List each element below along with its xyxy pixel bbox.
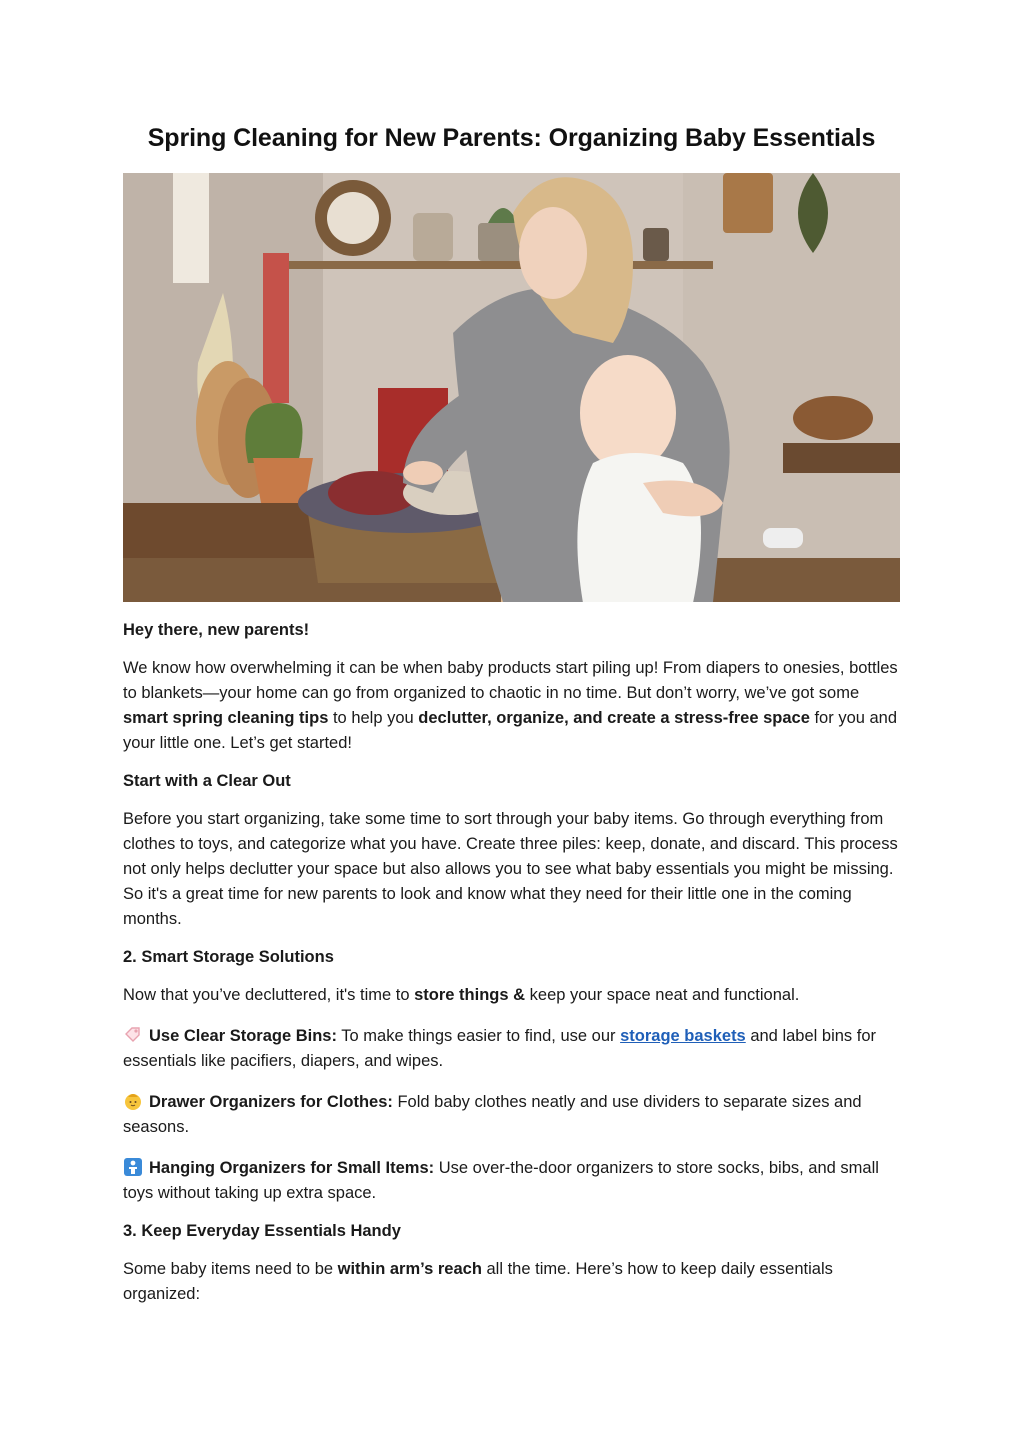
storage-intro-text-2: keep your space neat and functional. <box>525 986 800 1004</box>
essentials-bold: within arm’s reach <box>337 1260 482 1278</box>
storage-intro-text-1: Now that you’ve decluttered, it's time to <box>123 986 415 1004</box>
intro-text-2: to help you <box>328 709 419 727</box>
storage-item-drawers <box>123 1090 903 1140</box>
greeting: Hey there, new parents! <box>123 621 310 639</box>
baby-symbol-icon <box>123 1157 143 1177</box>
storage-item-hanging <box>123 1156 903 1206</box>
section-heading-storage: 2. Smart Storage Solutions <box>123 948 334 966</box>
section-heading-clear-out: Start with a Clear Out <box>123 772 291 790</box>
intro-bold-1: smart spring cleaning tips <box>123 709 329 727</box>
storage-item-drawers-label: Drawer Organizers for Clothes: <box>149 1093 393 1111</box>
intro-bold-2: declutter, organize, and create a stress-free space <box>418 709 810 727</box>
storage-item-drawers-text: Fold baby clothes neatly and use dividers to separate sizes and seasons. <box>123 1093 862 1136</box>
storage-item-hanging-label: Hanging Organizers for Small Items: <box>149 1159 435 1177</box>
hero-photo <box>123 173 900 602</box>
storage-item-bins-label: Use Clear Storage Bins: <box>149 1027 337 1045</box>
section-heading-essentials: 3. Keep Everyday Essentials Handy <box>123 1222 401 1240</box>
storage-baskets-link[interactable]: storage baskets <box>620 1027 746 1045</box>
storage-item-hanging-text: Use over-the-door organizers to store socks, bibs, and small toys without taking up extra space. <box>123 1159 879 1202</box>
storage-item-bins-text-2: and label bins for essentials like pacifiers, diapers, and wipes. <box>123 1027 877 1070</box>
clear-out-paragraph: Before you start organizing, take some time to sort through your baby items. Go through everything from clothes to toys, and categorize what you have. Create three piles: keep, donate, and discard. This process not only helps declutter your space but also allows you to see what baby essentials you might be missing. So it's a great time for new parents to look and know what they need for their little one in the coming months. <box>123 810 898 928</box>
essentials-text-1: Some baby items need to be <box>123 1260 338 1278</box>
article-body <box>123 618 903 1307</box>
storage-intro-bold: store things & <box>414 986 526 1004</box>
intro-text-1: We know how overwhelming it can be when baby products start piling up! From diapers to onesies, bottles to blankets—your home can go from organized to chaotic in no time. But don’t worry, we’ve got some <box>123 659 898 702</box>
essentials-paragraph <box>123 1257 903 1307</box>
intro-paragraph <box>123 656 903 756</box>
storage-item-bins-text-1: To make things easier to find, use our <box>336 1027 621 1045</box>
label-tag-icon <box>123 1025 143 1045</box>
baby-face-icon <box>123 1091 143 1111</box>
storage-item-bins <box>123 1024 903 1074</box>
page-title: Spring Cleaning for New Parents: Organizing Baby Essentials <box>147 124 876 152</box>
storage-intro-paragraph <box>123 983 903 1008</box>
essentials-text-2: all the time. Here’s how to keep daily essentials organized: <box>123 1260 833 1303</box>
intro-text-3: for you and your little one. Let’s get started! <box>123 709 898 752</box>
